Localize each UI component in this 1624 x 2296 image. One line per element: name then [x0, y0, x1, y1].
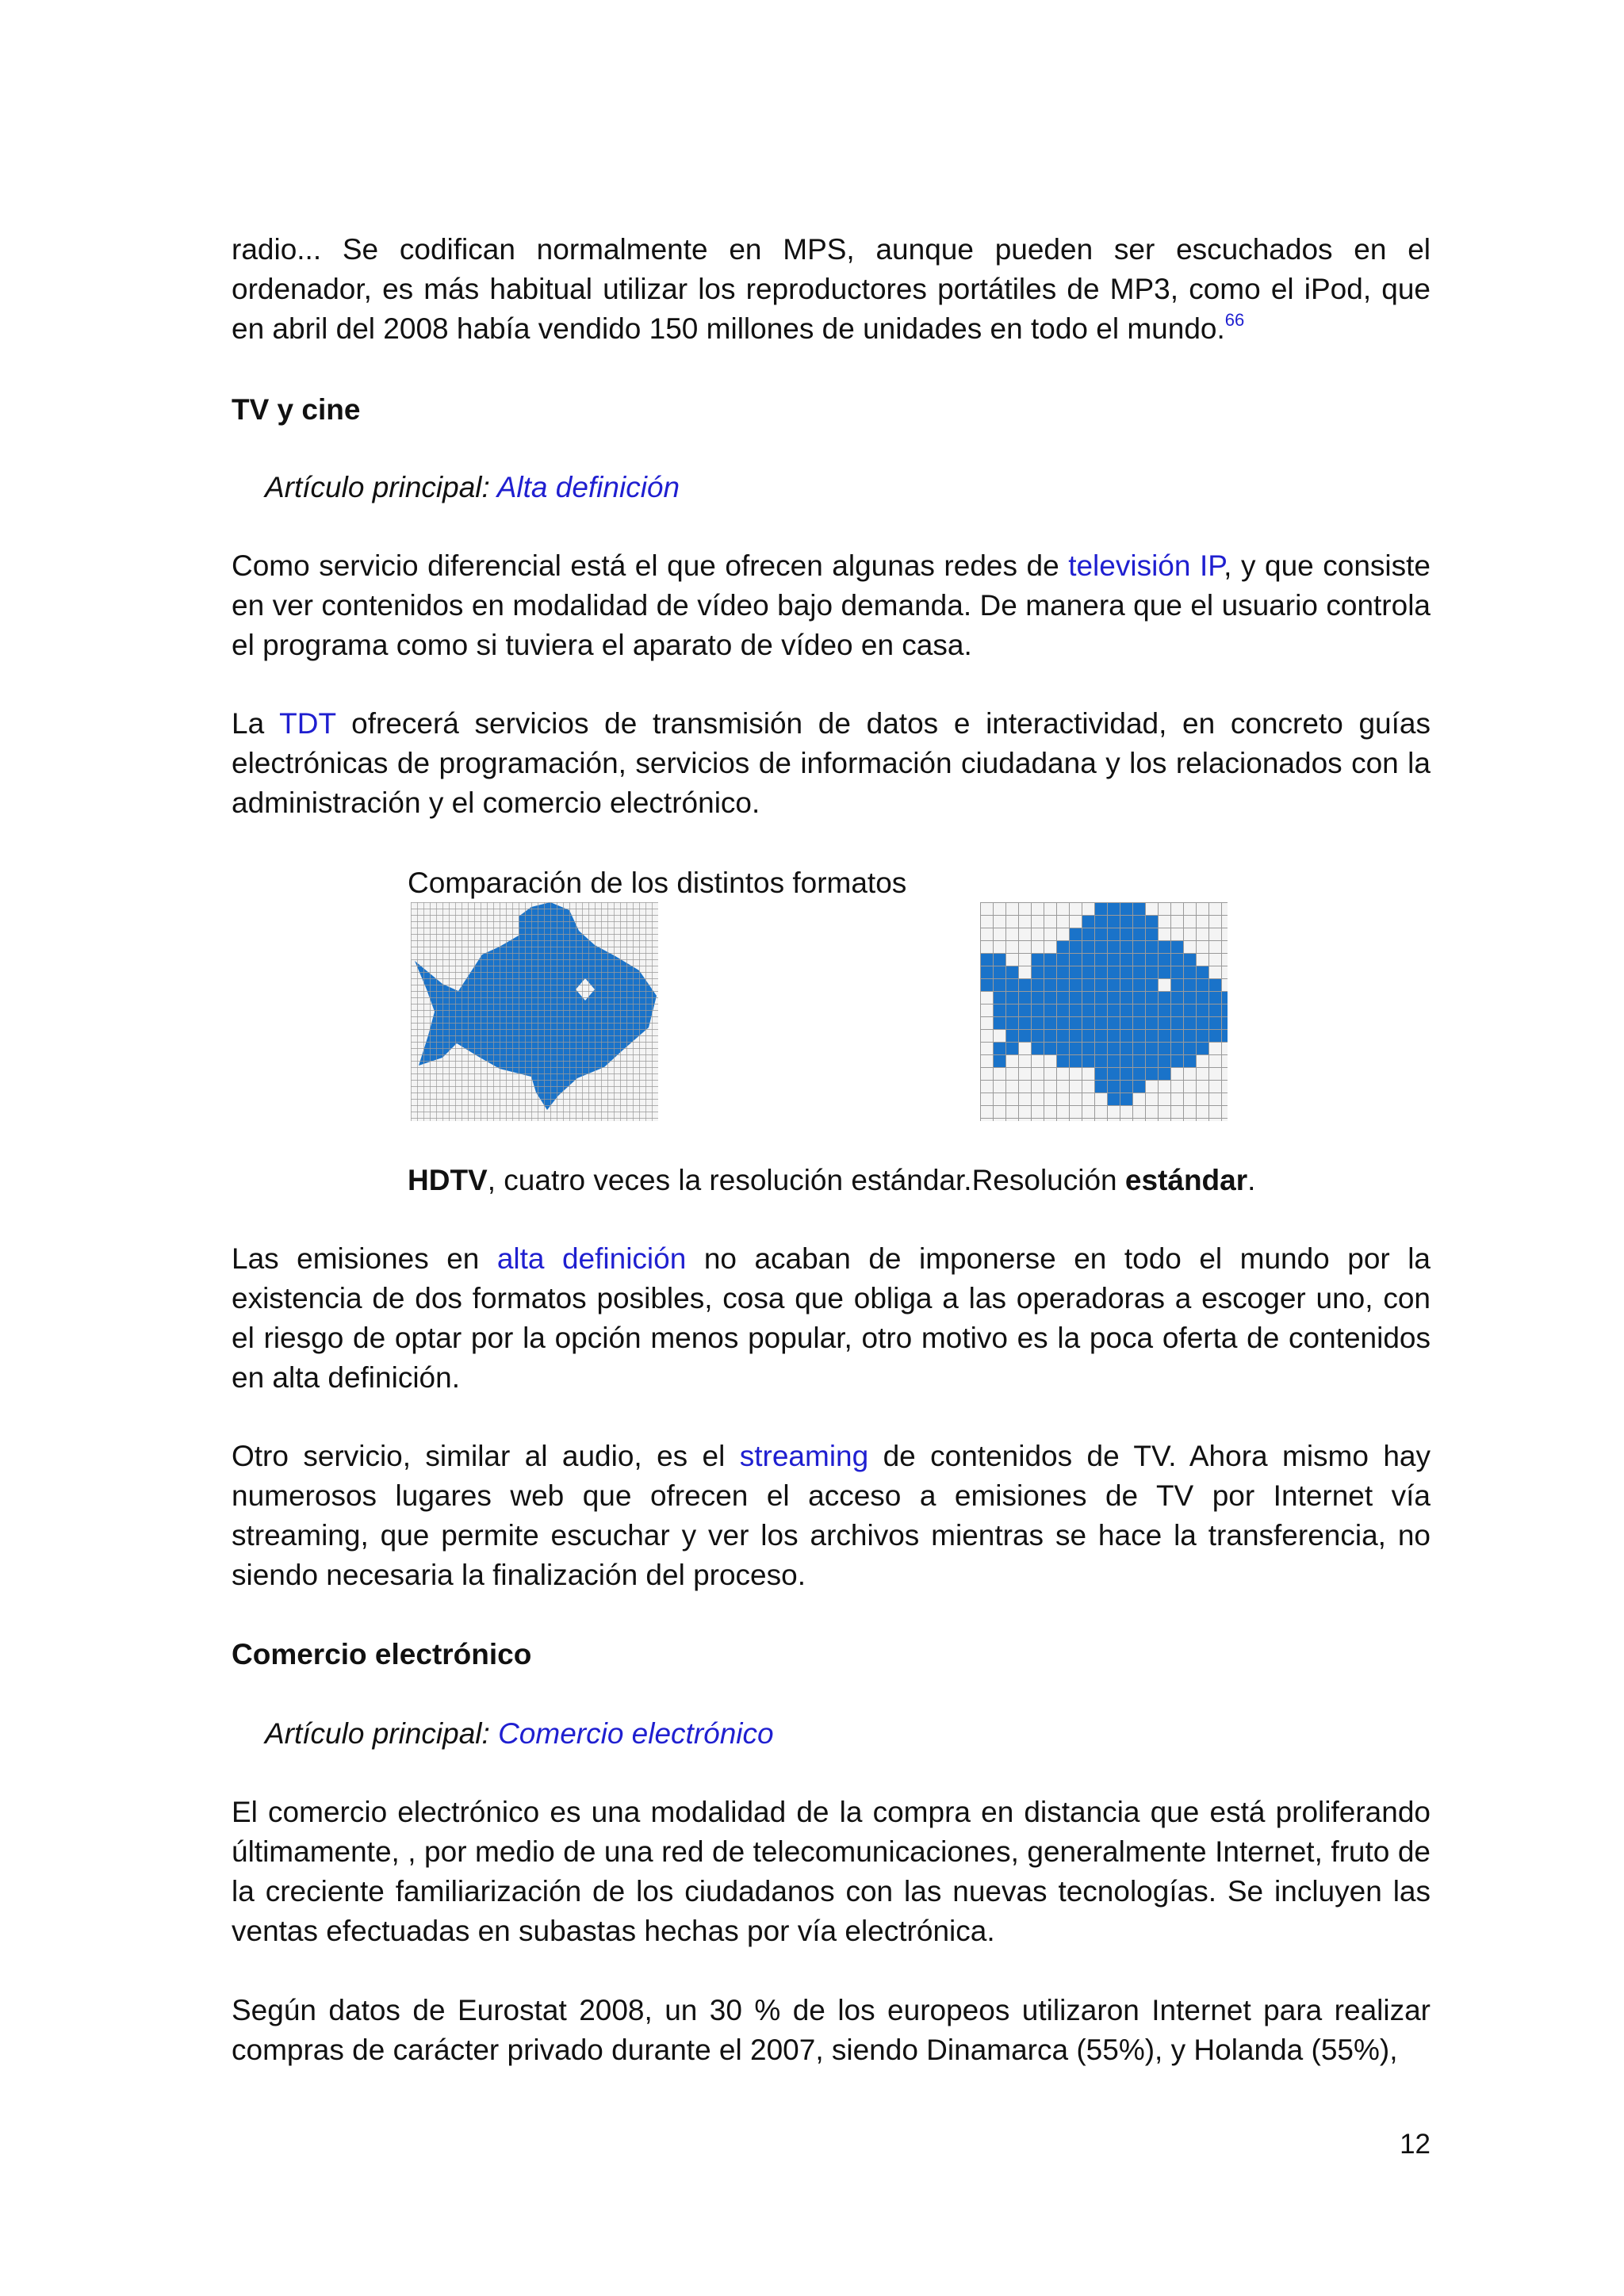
main-article-prefix: Artículo principal:	[265, 1717, 499, 1750]
section-heading-ecommerce: Comercio electrónico	[232, 1638, 532, 1670]
ecommerce-paragraph-1: El comercio electrónico es una modalidad de la compra en distancia que está proliferando últimamente, , por medio de una red de telecomunicaciones, generalmente Internet, fruto de la creciente familiarización de los ciudadanos con las nuevas tecnologías. Se incluyen las ventas efectuadas en subastas hechas por vía electrónica.	[232, 1796, 1431, 1947]
caption-text: .	[1247, 1164, 1256, 1196]
text-run: La	[232, 707, 280, 740]
link-alta-definicion-inline[interactable]: alta definición	[496, 1242, 687, 1275]
tv-paragraph-1	[232, 546, 1431, 665]
text-run: ofrecerá servicios de transmisión de datos e interactividad, en concreto guías electrónicas de programación, servicios de información ciudadana y los relacionados con la administración y el comercio electrónico.	[232, 707, 1431, 819]
caption-bold: estándar	[1124, 1164, 1248, 1196]
text-run: Las emisiones en	[232, 1242, 497, 1275]
figure-caption	[408, 1161, 1255, 1200]
page-number: 12	[1400, 2129, 1431, 2160]
section-heading-tv: TV y cine	[232, 393, 361, 426]
link-television-ip[interactable]: televisión IP	[1068, 549, 1224, 582]
footnote-ref-66[interactable]: 66	[1224, 310, 1245, 330]
text-run: no acaban de imponerse en todo el mundo por la existencia de dos formatos posibles, cosa que obliga a las operadoras a escoger uno, con el riesgo de optar por la opción menos popular, otro motivo es la poca oferta de contenidos en alta definición.	[232, 1242, 1431, 1394]
intro-paragraph	[232, 230, 1431, 349]
main-article-note-tv	[265, 468, 680, 507]
caption-text: , cuatro veces la resolución estándar.Resolución	[487, 1164, 1125, 1196]
caption-bold: HDTV	[408, 1164, 488, 1196]
link-alta-definicion[interactable]: Alta definición	[496, 471, 680, 503]
text-run: de contenidos de TV. Ahora mismo hay numerosos lugares web que ofrecen el acceso a emisiones de TV por Internet vía streaming, que permite escuchar y ver los archivos mientras se hace la transferencia, no siendo necesaria la finalización del proceso.	[232, 1440, 1431, 1591]
text-run: Otro servicio, similar al audio, es el	[232, 1440, 740, 1472]
tv-paragraph-2	[232, 704, 1431, 823]
ecommerce-paragraph-2: Según datos de Eurostat 2008, un 30 % de los europeos utilizaron Internet para realizar compras de carácter privado durante el 2007, siendo Dinamarca (55%), y Holanda (55%),	[232, 1994, 1431, 2066]
fish-image-hdtv	[411, 902, 658, 1121]
hd-paragraph	[232, 1239, 1431, 1398]
streaming-paragraph	[232, 1437, 1431, 1595]
link-streaming[interactable]: streaming	[739, 1440, 869, 1472]
fish-image-standard	[980, 902, 1228, 1121]
link-comercio-electronico[interactable]: Comercio electrónico	[498, 1717, 774, 1750]
link-tdt[interactable]: TDT	[279, 707, 336, 740]
main-article-note-ecommerce	[265, 1714, 774, 1754]
main-article-prefix: Artículo principal:	[265, 471, 497, 503]
text-run: , y que consiste en ver contenidos en modalidad de vídeo bajo demanda. De manera que el usuario controla el programa como si tuviera el aparato de vídeo en casa.	[232, 549, 1431, 661]
text-run: Como servicio diferencial está el que ofrecen algunas redes de	[232, 549, 1069, 582]
figure-title: Comparación de los distintos formatos	[408, 867, 907, 899]
intro-text: radio... Se codifican normalmente en MPS, aunque pueden ser escuchados en el ordenador, es más habitual utilizar los reproductores portátiles de MP3, como el iPod, que en abril del 2008 había vendido 150 millones de unidades en todo el mundo.	[232, 233, 1431, 345]
